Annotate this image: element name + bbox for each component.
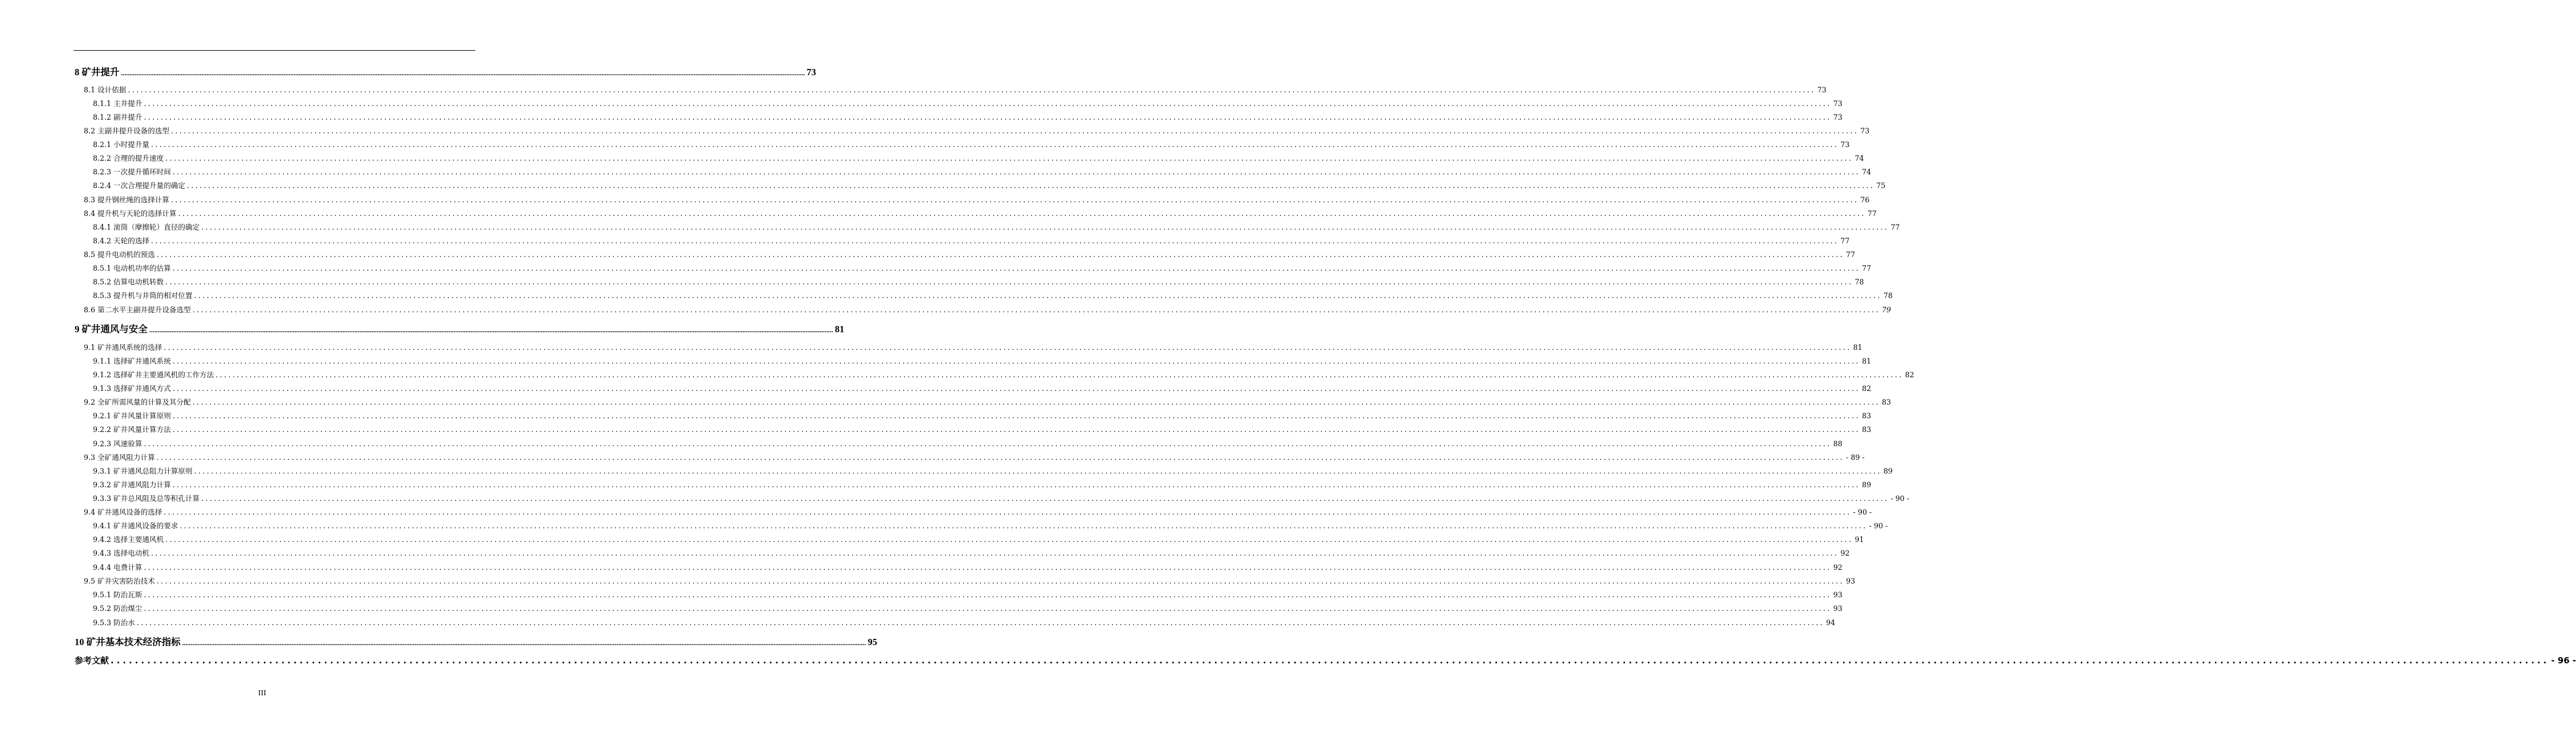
toc-entry-title: 9.5.1 防治瓦斯 [93,590,142,599]
toc-leader-dots: ................................................................................................................................................................................................................................................................................................................................................................................................................ [144,99,1832,108]
toc-leader-dots: ................................................................................................................................................................................................................................................................................................................................................................................................................ [194,291,1882,300]
toc-leader-dots: ................................................................................................................................................................................................................................................................................................................................................................................................................ [180,521,1868,530]
toc-page-number: 75 [1876,181,1886,190]
toc-page-number: 78 [1854,278,1864,286]
toc-entry[interactable] [93,369,1914,380]
toc-leader-dots: ................................................................................................................................................................................................................................................................................................................................................................................................................ [172,480,1861,489]
toc-leader-dots: ................................................................................................................................................................................................................................................................................................................................................................................................................ [172,411,1861,420]
toc-page-number: - 90 - [1869,521,1888,530]
toc-entry[interactable] [93,180,1886,190]
toc-page-number: 79 [1882,305,1892,314]
toc-entry[interactable] [93,97,1843,108]
toc-entry[interactable] [93,561,1843,572]
toc-entry-title: 9.4.4 电费计算 [93,563,142,572]
toc-entry[interactable] [93,589,1843,600]
toc-leader-dots: ................................................................................................................................................................................................................................................................................................................................................................................................................ [144,439,1832,448]
toc-leader-dots: ................................................................................................................................................................................................................................................................................................................................................................................................................ [170,195,1859,204]
toc-page-number: 74 [1862,168,1872,176]
toc-entry[interactable] [84,451,1865,462]
toc-page-number: - 96 - [2551,655,2576,666]
toc-entry-title: 8.2.4 一次合理提升量的确定 [93,181,185,190]
toc-entry-title: 9.1.2 选择矿井主要通风机的工作方法 [93,370,214,379]
toc-page-number: 77 [1840,237,1850,245]
toc-references-entry[interactable] [75,654,2576,666]
toc-page-number: 91 [1854,535,1864,544]
toc-page-number: 74 [1854,154,1864,162]
toc-leader-dots: ................................................................................................................................................................................................................................................................................................................................................................................................................ [172,425,1861,434]
toc-entry-title: 9.3.3 矿井总风阻及总等积孔计算 [93,494,200,503]
toc-page-number: 92 [1840,549,1850,557]
toc-page-number: 73 [1833,113,1843,121]
toc-page-number: 73 [1840,140,1850,149]
toc-entry-title: 9.3 全矿通风阻力计算 [84,453,155,462]
toc-page-number: 83 [1862,425,1872,434]
toc-entry-title: 8.5.3 提升机与井筒的相对位置 [93,291,193,300]
toc-entry[interactable] [93,465,1893,476]
toc-entry[interactable] [93,355,1872,366]
toc-page-number: 88 [1833,439,1843,448]
toc-page-number: 82 [1905,370,1914,379]
toc-leader-dots: ................................................................................................................................................................................................................................................................................................................................................................................................................ [170,127,1859,135]
toc-entry[interactable] [93,492,1910,503]
toc-page-number: 73 [1817,85,1827,94]
toc-leader-dots: ................................................................................................................................................................................................................................................................................................................................................................................................................ [151,140,1839,149]
toc-entry-title: 8.1.1 主井提升 [93,99,142,108]
toc-leader-dots: ................................................................................................................................................................................................................................................................................................................................................................................................................ [111,655,2550,666]
toc-entry-title: 8.2.3 一次提升循环时间 [93,168,171,176]
toc-page-number: 93 [1846,577,1856,585]
toc-page-number: 81 [1862,357,1872,365]
toc-leader-dots: ................................................................................................................................................................................................................................................................................................................................................................................................................ [144,590,1832,599]
toc-leader-dots: ................................................................................................................................................................................................................................................................................................................................................................................................................ [144,113,1832,121]
toc-entry[interactable] [84,304,1892,315]
toc-entry-title: 9.2.3 风速验算 [93,439,142,448]
toc-entry-title: 9.5.2 防治煤尘 [93,604,142,613]
toc-leader-dots: ................................................................................................................................................................................................................................................................................................................................................................................................................ [156,250,1845,259]
toc-entry[interactable] [93,617,1836,627]
toc-entry-title: 9.4.3 选择电动机 [93,549,150,557]
toc-entry-title: 9 矿井通风与安全 [75,324,148,335]
toc-page-number: 94 [1826,618,1836,627]
toc-leader-dots: ................................................................................................................................................................................................................................................................................................................................................................................................................ [172,168,1861,176]
toc-leader-dots: ................................................................................................................................................................................................................................................................................................................................................................................................................ [192,398,1881,406]
toc-entry-title: 8.1.2 副井提升 [93,113,142,121]
toc-leader-dots: ................................................................................................................................................................................................................................................................................................................................................................................................................ [151,237,1839,245]
toc-entry-title: 8.5 提升电动机的预选 [84,250,155,259]
toc-entry[interactable] [84,207,1877,218]
toc-entry-title: 9.1.3 选择矿井通风方式 [93,384,171,393]
toc-page-number: 81 [834,324,845,335]
toc-page-number: 93 [1833,590,1843,599]
toc-entry-title: 9.2.1 矿井风量计算原则 [93,411,171,420]
toc-entry[interactable] [93,602,1843,613]
toc-chapter-entry[interactable] [75,321,845,335]
toc-page-number: 76 [1860,195,1870,204]
toc-page-number: - 90 - [1853,508,1872,516]
toc-entry-title: 8.4.2 天轮的选择 [93,237,150,245]
toc-leader-dots: ................................................................................................................................................................................................................................................................................................................................................................................................................ [178,209,1866,218]
toc-entry-title: 9.2.2 矿井风量计算方法 [93,425,171,434]
toc-entry[interactable] [93,533,1864,544]
toc-entry-title: 9.4.1 矿井通风设备的要求 [93,521,178,530]
page-footer-number: III [258,689,266,698]
toc-entry-title: 9.1.1 选择矿井通风系统 [93,357,171,365]
toc-page-number: - 89 - [1846,453,1865,462]
toc-leader-dots: ................................................................................................................................................................................................................................................................................................................................................................................................................ [144,604,1832,613]
toc-entry[interactable] [93,438,1843,449]
toc-entry-title: 8.4 提升机与天轮的选择计算 [84,209,177,218]
toc-page-number: 78 [1883,291,1893,300]
toc-leader-dots: ................................................................................................................................................................................................................................................................................................................................................................................................................ [165,278,1853,286]
toc-entry[interactable] [93,520,1888,531]
toc-entry-title: 8.5.1 电动机功率的估算 [93,264,171,272]
toc-page-number: 93 [1833,604,1843,613]
toc-entry-title: 8.2 主副井提升设备的选型 [84,127,169,135]
toc-leader-dots: ................................................................................................................................................................................................................................................................................................................................................................................................................ [215,370,1904,379]
toc-entry[interactable] [84,575,1856,586]
toc-leader-dots: ................................................................................................................................................................................................................................................................................................................................................................................................................ [187,181,1875,190]
toc-entry-title: 9.1 矿井通风系统的选择 [84,343,162,352]
toc-chapter-entry[interactable] [75,634,878,648]
toc-leader-dots: ................................................................................................................................................................................................................................................................................................................................................................................................................ [144,563,1832,572]
toc-entry-title: 9.5.3 防治水 [93,618,135,627]
toc-entry[interactable] [93,423,1872,434]
header-rule [74,50,475,51]
toc-entry-title: 8 矿井提升 [75,67,120,78]
toc-entry[interactable] [84,194,1870,205]
toc-entry[interactable] [93,479,1872,490]
toc-entry[interactable] [93,221,1900,232]
toc-entry[interactable] [84,506,1872,517]
toc-leader-dots: ................................................................................................................................................................................................................................................................................................................................................................................................................ [182,639,866,647]
toc-entry[interactable] [84,341,1862,352]
toc-entry-title: 9.4 矿井通风设备的选择 [84,508,162,516]
toc-page-number: 83 [1862,411,1872,420]
toc-entry-title: 10 矿井基本技术经济指标 [75,637,181,647]
toc-page-number: 92 [1833,563,1843,572]
toc-page-number: 81 [1853,343,1862,352]
toc-entry-title: 9.2 全矿所需风量的计算及其分配 [84,398,191,406]
toc-leader-dots: ................................................................................................................................................................................................................................................................................................................................................................................................................ [164,343,1852,352]
toc-entry[interactable] [84,125,1870,136]
toc-entry[interactable] [84,396,1892,407]
toc-entry[interactable] [93,111,1843,122]
toc-leader-dots: ................................................................................................................................................................................................................................................................................................................................................................................................................ [201,494,1889,503]
toc-page-number: 77 [1846,250,1856,259]
toc-entry-title: 8.1 设计依据 [84,85,127,94]
toc-page-number: 77 [1890,223,1900,231]
toc-entry-title: 8.2.2 合理的提升速度 [93,154,164,162]
toc-page-number: 77 [1867,209,1877,218]
toc-page-number: 73 [1860,127,1870,135]
toc-entry[interactable] [93,410,1872,421]
toc-entry[interactable] [93,235,1850,246]
toc-leader-dots: ................................................................................................................................................................................................................................................................................................................................................................................................................ [165,535,1853,544]
toc-chapter-entry[interactable] [75,64,816,78]
toc-leader-dots: ................................................................................................................................................................................................................................................................................................................................................................................................................ [201,223,1889,231]
toc-leader-dots: ................................................................................................................................................................................................................................................................................................................................................................................................................ [194,467,1882,475]
toc-leader-dots: ................................................................................................................................................................................................................................................................................................................................................................................................................ [156,453,1845,462]
toc-entry-title: 8.4.1 滚筒（摩擦轮）直径的确定 [93,223,200,231]
toc-page-number: 73 [806,67,816,78]
toc-entry[interactable] [93,262,1872,273]
toc-page-number: 77 [1862,264,1872,272]
toc-leader-dots: ................................................................................................................................................................................................................................................................................................................................................................................................................ [192,305,1881,314]
toc-entry[interactable] [93,166,1872,177]
toc-entry[interactable] [93,290,1893,300]
toc-leader-dots: ................................................................................................................................................................................................................................................................................................................................................................................................................ [164,508,1852,516]
toc-page-number: 95 [867,637,878,647]
toc-leader-dots: ................................................................................................................................................................................................................................................................................................................................................................................................................ [121,69,805,77]
toc-entry-title: 9.4.2 选择主要通风机 [93,535,164,544]
toc-entry[interactable] [93,152,1864,163]
toc-page-number: 83 [1882,398,1892,406]
toc-page-number: 82 [1862,384,1872,393]
toc-page-number: - 90 - [1890,494,1910,503]
toc-leader-dots: ................................................................................................................................................................................................................................................................................................................................................................................................................ [156,577,1845,585]
toc-leader-dots: ................................................................................................................................................................................................................................................................................................................................................................................................................ [136,618,1825,627]
toc-leader-dots: ................................................................................................................................................................................................................................................................................................................................................................................................................ [151,549,1839,557]
toc-entry[interactable] [93,276,1864,287]
toc-leader-dots: ................................................................................................................................................................................................................................................................................................................................................................................................................ [172,384,1861,393]
toc-entry-title: 8.3 提升钢丝绳的选择计算 [84,195,169,204]
toc-entry[interactable] [93,382,1872,393]
toc-page-number: 89 [1862,480,1872,489]
toc-page-number: 73 [1833,99,1843,108]
toc-entry-title: 参考文献 [75,655,109,666]
toc-entry-title: 8.5.2 估算电动机转数 [93,278,164,286]
toc-entry-title: 9.3.2 矿井通风阻力计算 [93,480,171,489]
toc-entry-title: 8.2.1 小时提升量 [93,140,150,149]
toc-entry[interactable] [93,547,1850,558]
toc-page-number: 89 [1883,467,1893,475]
toc-entry-title: 8.6 第二水平主副井提升设备选型 [84,305,191,314]
toc-entry[interactable] [93,138,1850,149]
toc-leader-dots: ................................................................................................................................................................................................................................................................................................................................................................................................................ [172,357,1861,365]
toc-entry-title: 9.3.1 矿井通风总阻力计算原则 [93,467,193,475]
toc-entry[interactable] [84,84,1827,95]
toc-leader-dots: ................................................................................................................................................................................................................................................................................................................................................................................................................ [172,264,1861,272]
toc-leader-dots: ................................................................................................................................................................................................................................................................................................................................................................................................................ [165,154,1853,162]
toc-leader-dots: ................................................................................................................................................................................................................................................................................................................................................................................................................ [149,326,833,334]
toc-entry-title: 9.5 矿井灾害防治技术 [84,577,155,585]
toc-leader-dots: ................................................................................................................................................................................................................................................................................................................................................................................................................ [128,85,1816,94]
toc-entry[interactable] [84,248,1856,259]
